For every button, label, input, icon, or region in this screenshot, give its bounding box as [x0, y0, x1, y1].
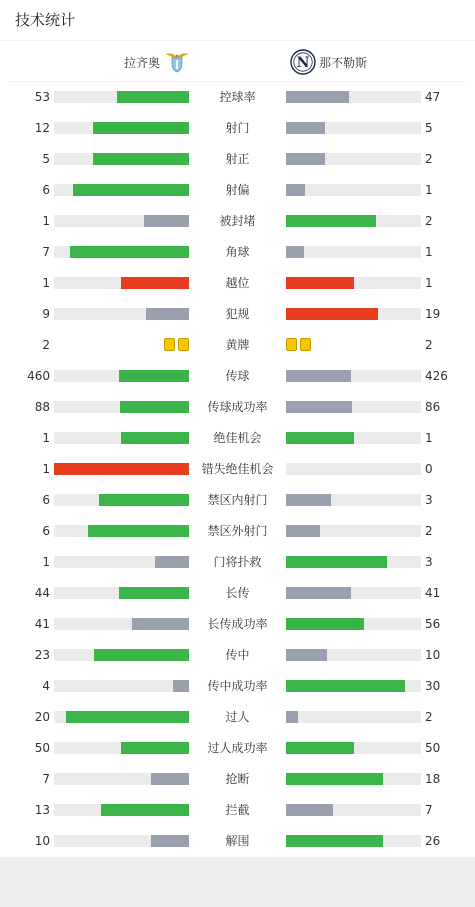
home-stat-value: 6	[42, 493, 50, 507]
away-stat-bar-fill	[286, 804, 333, 816]
home-stat-bar	[54, 246, 189, 258]
home-stat-bar-fill	[119, 370, 189, 382]
home-stat-value: 53	[34, 90, 50, 104]
home-stat-value: 1	[42, 214, 50, 228]
home-stat-value: 4	[42, 679, 50, 693]
home-stat-value: 23	[34, 648, 50, 662]
stat-label: 控球率	[219, 90, 256, 104]
away-stat-value: 2	[425, 152, 433, 166]
home-stat-value: 20	[34, 710, 50, 724]
away-stat-value: 1	[425, 245, 433, 259]
stat-row	[0, 733, 475, 764]
away-stat-value: 1	[425, 276, 433, 290]
away-stat-bar	[286, 804, 421, 816]
stat-label: 拦截	[225, 803, 250, 817]
away-stat-bar-fill	[286, 680, 405, 692]
home-stat-bar	[54, 742, 189, 754]
home-stat-bar-fill	[121, 277, 189, 289]
away-stat-bar-fill	[286, 308, 378, 320]
stat-row	[0, 361, 475, 392]
home-stat-bar	[54, 835, 189, 847]
home-stat-bar	[54, 773, 189, 785]
home-stat-bar-fill	[93, 122, 189, 134]
home-stat-bar	[54, 122, 189, 134]
stat-row	[0, 702, 475, 733]
stat-row	[0, 609, 475, 640]
away-stat-bar-fill	[286, 246, 304, 258]
away-stat-bar	[286, 587, 421, 599]
home-stat-bar	[54, 618, 189, 630]
away-stat-bar-fill	[286, 153, 325, 165]
away-stat-bar	[286, 122, 421, 134]
away-stat-value: 2	[425, 524, 433, 538]
away-stat-bar-fill	[286, 277, 354, 289]
away-stat-bar-fill	[286, 773, 383, 785]
away-stat-bar	[286, 463, 421, 475]
home-stat-bar-fill	[99, 494, 189, 506]
away-stat-value: 1	[425, 183, 433, 197]
napoli-logo-letter: N	[296, 55, 310, 71]
stat-row	[0, 547, 475, 578]
away-stat-value: 2	[425, 338, 433, 352]
away-stat-value: 2	[425, 214, 433, 228]
home-stat-value: 44	[34, 586, 50, 600]
napoli-logo-icon	[290, 49, 316, 75]
away-stat-bar-fill	[286, 494, 331, 506]
home-stat-value: 2	[42, 338, 50, 352]
stat-row	[0, 795, 475, 826]
home-stat-bar	[54, 804, 189, 816]
stat-label: 长传成功率	[207, 617, 268, 631]
stat-label: 错失绝佳机会	[201, 462, 274, 476]
home-stat-bar	[54, 556, 189, 568]
away-stat-value: 3	[425, 555, 433, 569]
home-stat-value: 50	[34, 741, 50, 755]
home-team-header[interactable]	[124, 51, 190, 73]
home-stat-bar	[54, 308, 189, 320]
away-stat-bar-fill	[286, 587, 351, 599]
away-team-name: 那不勒斯	[319, 55, 368, 70]
stat-label: 犯规	[225, 307, 250, 321]
stat-row	[0, 392, 475, 423]
stat-label: 传球	[225, 369, 250, 383]
stat-row	[0, 206, 475, 237]
yellow-card-icon	[178, 338, 189, 351]
stat-label: 射偏	[225, 183, 250, 197]
stat-row	[0, 237, 475, 268]
away-stat-value: 56	[425, 617, 441, 631]
home-stat-bar	[54, 277, 189, 289]
stat-label: 门将扑救	[213, 555, 262, 569]
away-stat-value: 1	[425, 431, 433, 445]
divider	[0, 40, 475, 41]
home-stat-value: 41	[34, 617, 50, 631]
home-stat-bar-fill	[66, 711, 189, 723]
home-stat-value: 1	[42, 555, 50, 569]
home-stat-bar	[54, 215, 189, 227]
away-stat-bar-fill	[286, 835, 383, 847]
home-stat-value: 6	[42, 183, 50, 197]
away-stat-bar-fill	[286, 184, 305, 196]
away-stat-value: 41	[425, 586, 441, 600]
away-stat-bar	[286, 401, 421, 413]
home-stat-bar-fill	[54, 463, 189, 475]
home-stat-value: 10	[34, 834, 50, 848]
away-stat-bar	[286, 525, 421, 537]
away-stat-value: 50	[425, 741, 441, 755]
away-stat-value: 0	[425, 462, 433, 476]
home-stat-value: 1	[42, 431, 50, 445]
home-stat-bar	[54, 370, 189, 382]
stat-row	[0, 299, 475, 330]
away-stat-bar	[286, 153, 421, 165]
away-stat-bar	[286, 649, 421, 661]
stat-row	[0, 764, 475, 795]
away-stat-bar	[286, 618, 421, 630]
home-stat-bar-fill	[119, 587, 189, 599]
stat-label: 角球	[225, 245, 250, 259]
home-stat-bar	[54, 401, 189, 413]
away-stat-value: 5	[425, 121, 433, 135]
stat-row	[0, 175, 475, 206]
stat-row	[0, 485, 475, 516]
home-stat-value: 1	[42, 462, 50, 476]
away-stat-bar-fill	[286, 215, 376, 227]
yellow-card-icon	[164, 338, 175, 351]
stat-row	[0, 82, 475, 113]
stat-row	[0, 454, 475, 485]
away-stat-bar	[286, 91, 421, 103]
stat-label: 禁区内射门	[207, 493, 268, 507]
home-yellow-cards	[164, 338, 189, 351]
away-stat-bar-fill	[286, 556, 387, 568]
stat-label: 越位	[225, 276, 250, 290]
away-stat-bar	[286, 184, 421, 196]
away-stat-bar-fill	[286, 711, 298, 723]
stat-row	[0, 516, 475, 547]
stat-label: 传中	[225, 648, 250, 662]
home-stat-bar	[54, 587, 189, 599]
stat-label: 传球成功率	[207, 400, 268, 414]
stat-label: 过人成功率	[207, 741, 268, 755]
stat-label: 抢断	[225, 772, 250, 786]
stat-row	[0, 423, 475, 454]
home-stat-bar	[54, 649, 189, 661]
home-stat-bar	[54, 184, 189, 196]
home-stat-value: 6	[42, 524, 50, 538]
section-title: 技术统计	[15, 11, 76, 29]
away-stat-bar-fill	[286, 432, 354, 444]
home-stat-bar-fill	[121, 742, 189, 754]
home-stat-bar-fill	[93, 153, 189, 165]
home-stat-bar-fill	[101, 804, 189, 816]
away-stat-bar	[286, 246, 421, 258]
stat-label: 传中成功率	[207, 679, 268, 693]
home-stat-bar	[54, 494, 189, 506]
away-stat-bar	[286, 711, 421, 723]
stat-label: 黄牌	[225, 338, 250, 352]
stat-row	[0, 113, 475, 144]
away-stat-bar	[286, 835, 421, 847]
home-stat-value: 9	[42, 307, 50, 321]
home-stat-bar-fill	[73, 184, 189, 196]
away-stat-bar-fill	[286, 525, 320, 537]
home-stat-bar-fill	[94, 649, 189, 661]
away-stat-bar	[286, 556, 421, 568]
stats-list	[0, 82, 475, 857]
away-stat-bar	[286, 773, 421, 785]
away-stat-value: 10	[425, 648, 441, 662]
home-stat-value: 1	[42, 276, 50, 290]
yellow-card-icon	[286, 338, 297, 351]
lazio-eagle-logo-icon	[164, 51, 190, 73]
stat-row	[0, 640, 475, 671]
home-stat-value: 88	[34, 400, 50, 414]
home-stat-value: 460	[27, 369, 50, 383]
away-stat-bar-fill	[286, 618, 364, 630]
stat-label: 解围	[225, 834, 250, 848]
away-stat-value: 47	[425, 90, 441, 104]
away-stat-value: 3	[425, 493, 433, 507]
away-stat-value: 7	[425, 803, 433, 817]
away-stat-bar	[286, 432, 421, 444]
yellow-card-icon	[300, 338, 311, 351]
home-stat-bar-fill	[151, 773, 189, 785]
away-stat-bar-fill	[286, 91, 349, 103]
home-stat-bar-fill	[173, 680, 189, 692]
stat-label: 过人	[225, 710, 250, 724]
home-stat-bar-fill	[88, 525, 189, 537]
home-stat-bar-fill	[132, 618, 189, 630]
stat-row	[0, 671, 475, 702]
stat-label: 被封堵	[219, 214, 256, 228]
away-stat-bar	[286, 277, 421, 289]
away-stat-value: 19	[425, 307, 441, 321]
away-stat-value: 2	[425, 710, 433, 724]
stat-row	[0, 826, 475, 857]
home-stat-bar	[54, 525, 189, 537]
home-stat-bar	[54, 153, 189, 165]
away-stat-bar-fill	[286, 122, 325, 134]
home-stat-bar	[54, 463, 189, 475]
stat-row	[0, 578, 475, 609]
stat-label: 射门	[225, 121, 250, 135]
home-stat-bar-fill	[144, 215, 189, 227]
away-stat-value: 18	[425, 772, 441, 786]
home-stat-bar-fill	[121, 432, 189, 444]
home-stat-value: 12	[34, 121, 50, 135]
away-stat-value: 86	[425, 400, 441, 414]
stat-row	[0, 330, 475, 361]
home-stat-bar	[54, 680, 189, 692]
home-stat-value: 5	[42, 152, 50, 166]
away-team-header[interactable]	[290, 49, 367, 75]
away-stat-value: 426	[425, 369, 448, 383]
away-stat-bar	[286, 215, 421, 227]
home-stat-bar	[54, 91, 189, 103]
away-yellow-cards	[286, 338, 311, 351]
away-stat-bar-fill	[286, 401, 352, 413]
away-stat-bar	[286, 742, 421, 754]
home-team-name: 拉齐奥	[123, 55, 160, 70]
away-stat-bar	[286, 308, 421, 320]
stat-row	[0, 268, 475, 299]
home-stat-bar	[54, 432, 189, 444]
home-stat-value: 7	[42, 772, 50, 786]
home-stat-bar-fill	[146, 308, 189, 320]
home-stat-bar-fill	[120, 401, 189, 413]
stat-row	[0, 144, 475, 175]
away-stat-bar	[286, 680, 421, 692]
home-stat-bar-fill	[155, 556, 189, 568]
home-stat-value: 7	[42, 245, 50, 259]
away-stat-value: 26	[425, 834, 441, 848]
away-stat-bar	[286, 494, 421, 506]
away-stat-bar-fill	[286, 370, 351, 382]
stat-label: 长传	[225, 586, 250, 600]
home-stat-value: 13	[34, 803, 50, 817]
away-stat-bar-fill	[286, 649, 327, 661]
stat-label: 射正	[225, 152, 250, 166]
home-stat-bar-fill	[70, 246, 189, 258]
stat-label: 禁区外射门	[207, 524, 268, 538]
away-stat-bar-fill	[286, 742, 354, 754]
stat-label: 绝佳机会	[213, 431, 262, 445]
home-stat-bar	[54, 711, 189, 723]
away-stat-bar	[286, 370, 421, 382]
home-stat-bar-fill	[151, 835, 189, 847]
away-stat-value: 30	[425, 679, 441, 693]
home-stat-bar-fill	[117, 91, 189, 103]
